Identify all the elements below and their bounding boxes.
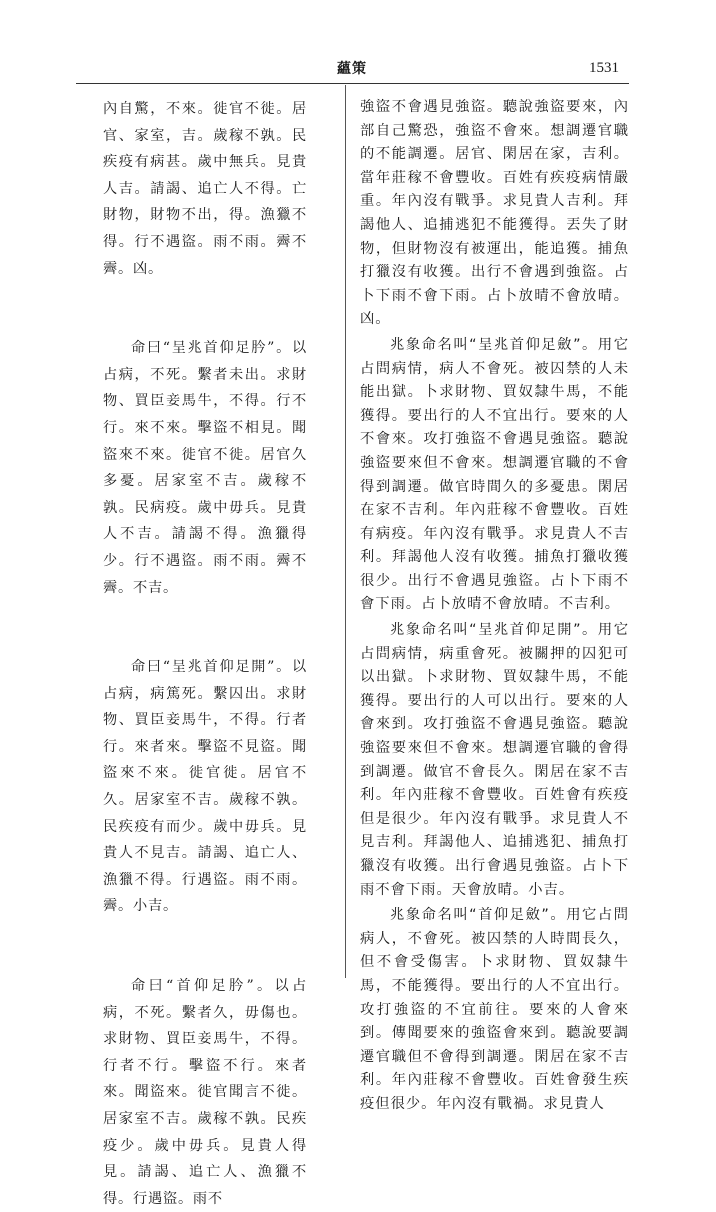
classical-paragraph: 內自驚，不來。徙官不徙。居官、家室，吉。歲稼不孰。民疾疫有病甚。歲中無兵。見貴人吉。請謁、追亡人不得。亡財物，財物不出，得。漁獵不得。行不遇盜。雨不雨。霽不霽。凶。: [103, 101, 307, 277]
classical-paragraph: 命曰“呈兆首仰足開”。以占病，病篤死。繫囚出。求財物、買臣妾馬牛，不得。行者行。來者來。擊盜不見盜。聞盜來不來。徙官徙。居官不久。居家室不吉。歲稼不孰。民疾疫有而少。歲中毋兵。見貴人不見吉。請謁、追亡人、漁獵不得。行遇盜。雨不雨。霽。小吉。: [103, 659, 307, 915]
running-title: 蘊策: [337, 61, 367, 77]
page-header: [0, 0, 716, 90]
translation-paragraph: 兆象命名叫“呈兆首仰足開”。用它占問病情，病重會死。被關押的囚犯可以出獄。卜求財物、買奴隸牛馬，不能獲得。要出行的人可以出行。要來的人會來到。攻打強盜不會遇見強盜。聽說強盜要來但不會來。想調遷官職的會得到調遷。做官不會長久。閑居在家不吉利。年內莊稼不會豐收。百姓會有疾疫但是很少。年內沒有戰爭。求見貴人不見吉利。拜謁他人、追捕逃犯、捕魚打獵沒有收獲。出行會遇見強盜。占卜下雨不會下雨。天會放晴。小吉。: [360, 622, 629, 898]
translation-paragraph: 兆象命名叫“呈兆首仰足斂”。用它占問病情，病人不會死。被囚禁的人未能出獄。卜求財物、買奴隸牛馬，不能獲得。要出行的人不宜出行。要來的人不會來。攻打強盜不會遇見強盜。聽說強盜要來但不會來。想調遷官職的不會得到調遷。做官時間久的多憂患。閑居在家不吉利。年內莊稼不會豐收。百姓有病疫。年內沒有戰爭。求見貴人不吉利。拜謁他人沒有收獲。捕魚打獵收獲很少。出行不會遇見強盜。占卜下雨不會下雨。占卜放晴不會放晴。不吉利。: [360, 336, 629, 613]
column-divider: [345, 85, 346, 978]
classical-paragraph: 命曰“首仰足肣”。以占病，不死。繫者久，毋傷也。求財物、買臣妾馬牛，不得。行者不行。擊盜不行。來者來。聞盜來。徙官聞言不徙。居家室不吉。歲稼不孰。民疾疫少。歲中毋兵。見貴人得見。請謁、追亡人、漁獵不得。行遇盜。雨不: [103, 978, 307, 1207]
header-rule: [76, 83, 629, 84]
translation-paragraph: 強盜不會遇見強盜。聽說強盜要來，內部自己驚恐，強盜不會來。想調遷官職的不能調遷。居官、閑居在家，吉利。當年莊稼不會豐收。百姓有疾疫病情嚴重。年內沒有戰爭。求見貴人吉利。拜謁他人、追捕逃犯不能獲得。丟失了財物，但財物沒有被運出，能追獲。捕魚打獵沒有收獲。出行不會遇到強盜。占卜下雨不會下雨。占卜放晴不會放晴。凶。: [360, 99, 629, 328]
classical-text-column: [103, 96, 307, 1212]
translation-paragraph: 兆象命名叫“首仰足斂”。用它占問病人，不會死。被囚禁的人時間長久，但不會受傷害。卜求財物、買奴隸牛馬，不能獲得。要出行的人不宜出行。攻打強盜的不宜前往。要來的人會來到。傳聞要來的強盜會來到。聽說要調遷官職但不會得到調遷。閑居在家不吉利。年內莊稼不會豐收。百姓會發生疾疫但很少。年內沒有戰禍。求見貴人: [360, 907, 629, 1112]
classical-paragraph: 命曰“呈兆首仰足肣”。以占病，不死。繫者未出。求財物、買臣妾馬牛，不得。行不行。來不來。擊盜不相見。聞盜來不來。徙官不徙。居官久多憂。居家室不吉。歲稼不孰。民病疫。歲中毋兵。見貴人不吉。請謁不得。漁獵得少。行不遇盜。雨不雨。霽不霽。不吉。: [103, 340, 307, 596]
translation-column: [360, 96, 629, 1117]
page-number: 1531: [589, 60, 619, 76]
